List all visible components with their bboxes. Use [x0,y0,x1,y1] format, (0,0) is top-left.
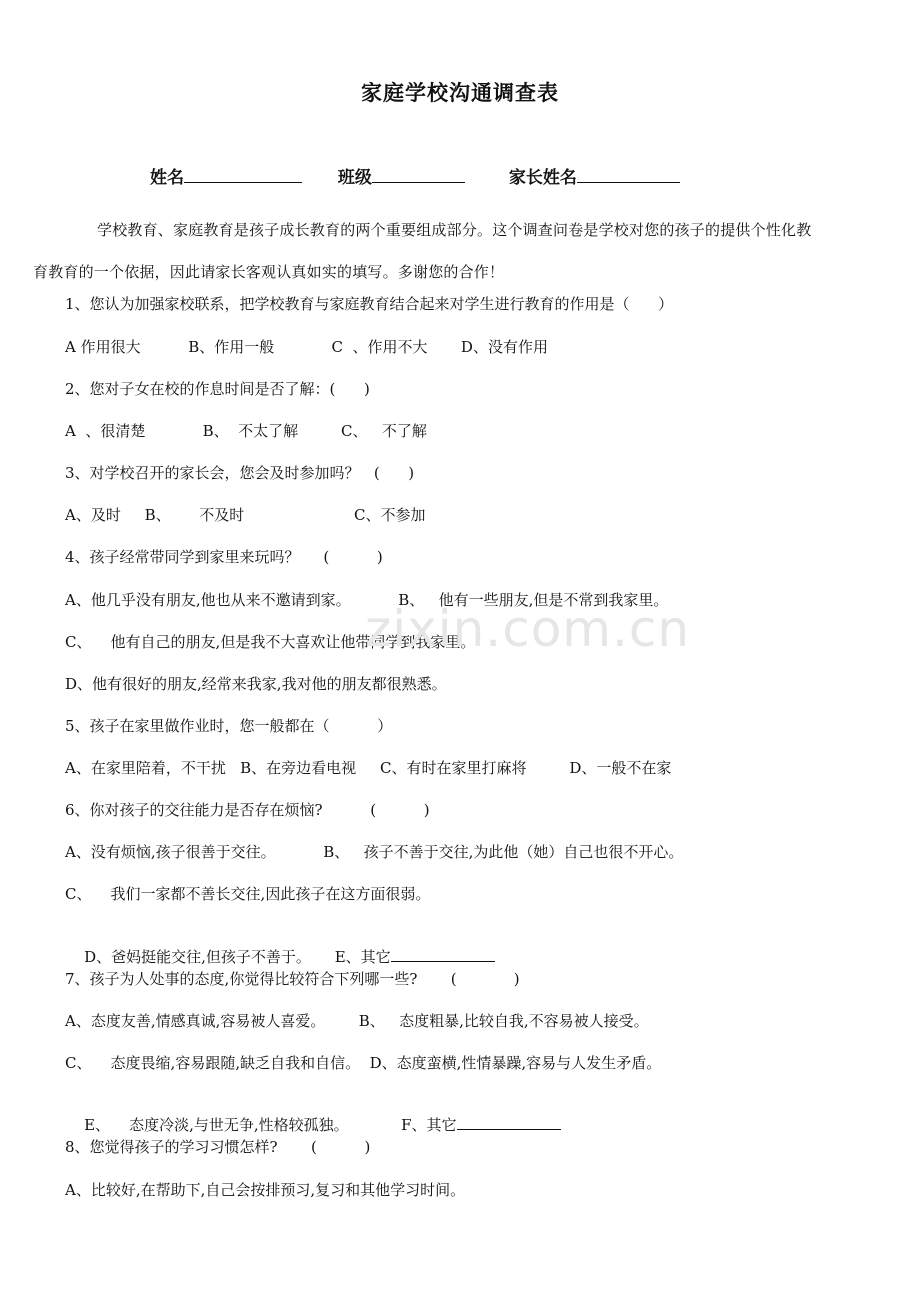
student-name-field[interactable] [150,163,302,188]
document-title: 家庭学校沟通调查表 [361,80,559,105]
question-4-options-ab: A、他几乎没有朋友,他也从来不邀请到家。 B、 他有一些朋友,但是不常到我家里。 [65,591,669,609]
question-5-options: A、在家里陪着，不干扰 B、在旁边看电视 C、有时在家里打麻将 D、一般不在家 [65,759,672,777]
question-4-option-d: D、他有很好的朋友,经常来我家,我对他的朋友都很熟悉。 [65,675,447,693]
question-8: 8、您觉得孩子的学习习惯怎样? ( ) [65,1138,371,1156]
question-1: 1、您认为加强家校联系，把学校教育与家庭教育结合起来对学生进行教育的作用是（ ） [65,295,674,313]
intro-paragraph [33,209,865,293]
parent-name-label: 家长姓名 [508,168,577,188]
question-7-options-cd: C、 态度畏缩,容易跟随,缺乏自我和自信。 D、态度蛮横,性情暴躁,容易与人发生矛盾。 [65,1054,662,1072]
question-7-options-ef-text: E、 态度冷淡,与世无争,性格较孤独。 F、其它 [84,1116,457,1134]
question-1-options: A 作用很大 B、作用一般 C 、作用不大 D、没有作用 [65,338,548,356]
question-2: 2、您对子女在校的作息时间是否了解：( ) [65,380,370,398]
question-7: 7、孩子为人处事的态度,你觉得比较符合下列哪一些? ( ) [65,970,520,988]
question-6-option-c: C、 我们一家都不善长交往,因此孩子在这方面很弱。 [65,885,431,903]
question-4: 4、孩子经常带同学到家里来玩吗？ ( ) [65,548,383,566]
question-2-options: A 、很清楚 B、 不太了解 C、 不了解 [65,422,427,440]
intro-line-2: 育教育的一个依据，因此请家长客观认真如实的填写。多谢您的合作！ [33,263,505,281]
class-label: 班级 [337,168,372,188]
question-7-options-ab: A、态度友善,情感真诚,容易被人喜爱。 B、 态度粗暴,比较自我,不容易被人接受。 [65,1012,649,1030]
question-6-options-ab: A、没有烦恼,孩子很善于交往。 B、 孩子不善于交往,为此他（她）自己也很不开心。 [65,843,684,861]
info-fields [150,163,680,188]
student-name-blank[interactable] [184,166,302,183]
question-3: 3、对学校召开的家长会，您会及时参加吗？ ( ) [65,464,415,482]
class-field[interactable] [338,163,465,188]
question-6: 6、你对孩子的交往能力是否存在烦恼? ( ) [65,801,430,819]
question-6-options-de-text: D、爸妈挺能交往,但孩子不善于。 E、其它 [84,948,391,966]
intro-line-1: 学校教育、家庭教育是孩子成长教育的两个重要组成部分。这个调查问卷是学校对您的孩子的提供个性化教 [97,221,812,239]
watermark: zixin.com.cn [365,600,691,658]
parent-name-field[interactable] [509,163,680,188]
question-4-option-c: C、 他有自己的朋友,但是我不大喜欢让他带同学到我家里。 [65,633,476,651]
question-3-options: A、及时 B、 不及时 C、不参加 [65,506,426,524]
question-6-other-blank[interactable] [391,947,495,962]
class-blank[interactable] [372,166,465,183]
student-name-label: 姓名 [150,168,184,188]
question-7-other-blank[interactable] [457,1115,561,1130]
parent-name-blank[interactable] [577,166,680,183]
question-8-option-a: A、比较好,在帮助下,自己会按排预习,复习和其他学习时间。 [65,1181,466,1199]
question-5: 5、孩子在家里做作业时，您一般都在（ ） [65,717,393,735]
